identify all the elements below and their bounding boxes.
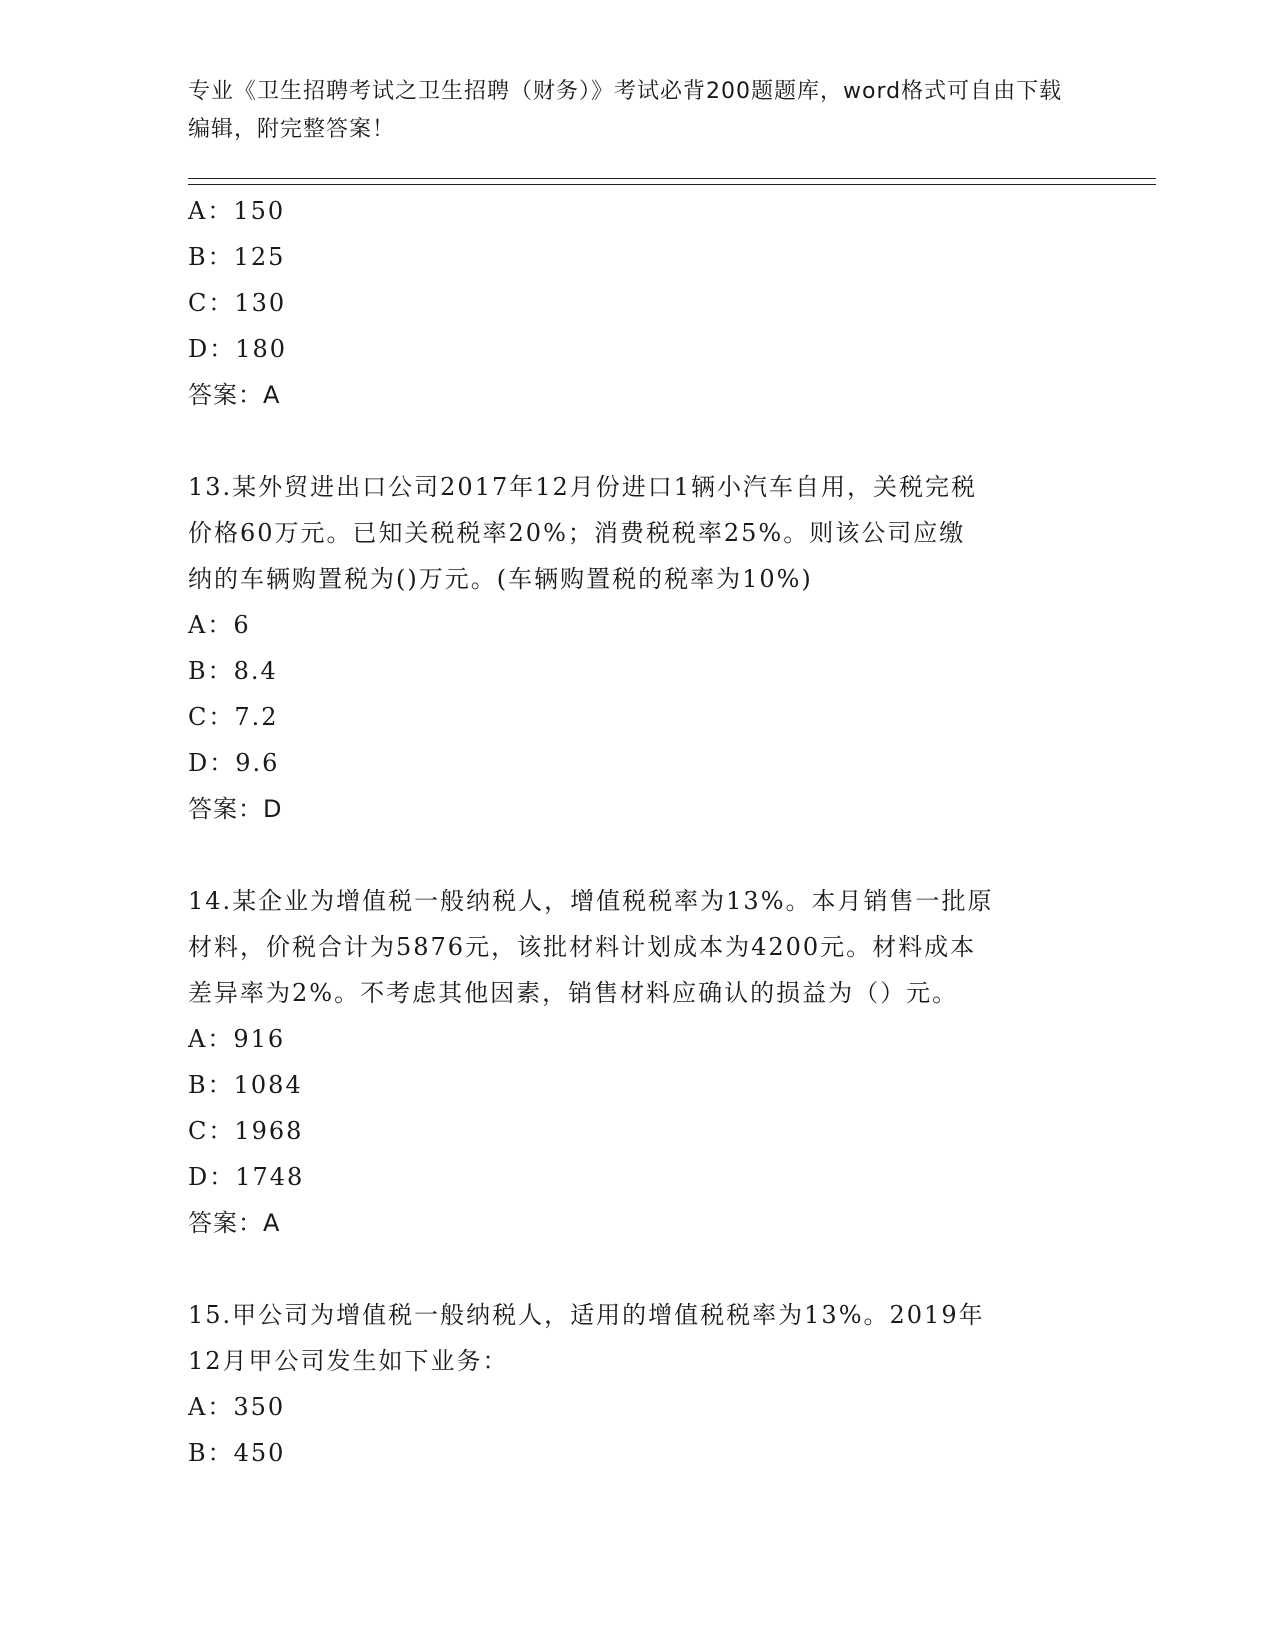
question-text-line: 13.某外贸进出口公司2017年12月份进口1辆小汽车自用，关税完税 [188, 473, 978, 501]
question-text-line: 差异率为2%。不考虑其他因素，销售材料应确认的损益为（）元。 [188, 979, 959, 1007]
question-15 [188, 1292, 1088, 1476]
option-b: B：8.4 [188, 657, 278, 685]
header-divider-top [188, 178, 1156, 179]
answer-line: 答案：A [188, 381, 281, 409]
option-a: A：6 [188, 611, 251, 639]
question-text-line: 12月甲公司发生如下业务： [188, 1347, 509, 1375]
option-b: B：125 [188, 243, 286, 271]
document-body [188, 188, 1088, 1476]
option-d: D：9.6 [188, 749, 280, 777]
option-c: C：7.2 [188, 703, 279, 731]
spacer [188, 832, 1088, 878]
option-d: D：1748 [188, 1163, 305, 1191]
option-c: C：1968 [188, 1117, 304, 1145]
header-divider-bottom [188, 184, 1156, 185]
header-title: 专业《卫生招聘考试之卫生招聘（财务）》考试必背200题题库，word格式可自由下载编辑，附完整答案！ [188, 79, 1063, 142]
answer-line: 答案：D [188, 795, 283, 823]
option-a: A：916 [188, 1025, 286, 1053]
question-text-line: 14.某企业为增值税一般纳税人，增值税税率为13%。本月销售一批原 [188, 887, 994, 915]
question-text-line: 价格60万元。已知关税税率20%；消费税税率25%。则该公司应缴 [188, 519, 966, 547]
option-b: B：1084 [188, 1071, 303, 1099]
spacer [188, 1246, 1088, 1292]
question-text-line: 纳的车辆购置税为()万元。(车辆购置税的税率为10%) [188, 565, 813, 593]
option-a: A：350 [188, 1393, 286, 1421]
spacer [188, 418, 1088, 464]
option-a: A：150 [188, 197, 286, 225]
question-text-line: 15.甲公司为增值税一般纳税人，适用的增值税税率为13%。2019年 [188, 1301, 985, 1329]
option-b: B：450 [188, 1439, 286, 1467]
option-c: C：130 [188, 289, 287, 317]
option-d: D：180 [188, 335, 288, 363]
question-text-line: 材料，价税合计为5876元，该批材料计划成本为4200元。材料成本 [188, 933, 977, 961]
question-14 [188, 878, 1088, 1246]
answer-line: 答案：A [188, 1209, 281, 1237]
question-13 [188, 464, 1088, 832]
document-header [188, 73, 1068, 149]
